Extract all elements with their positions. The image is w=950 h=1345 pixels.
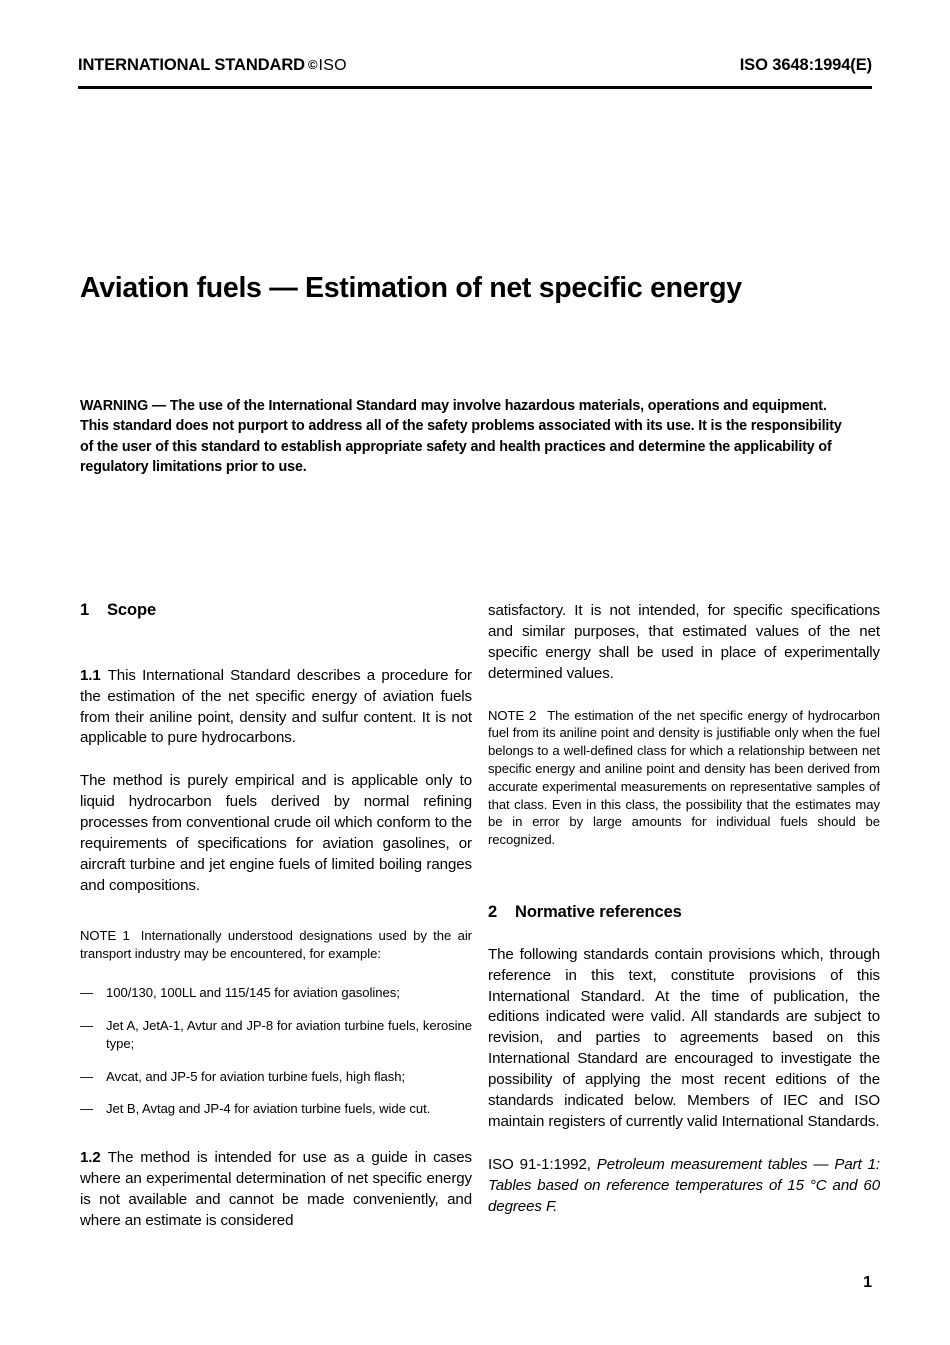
paragraph-continuation: satisfactory. It is not intended, for specific specifications and similar purposes, that estimated values of the net specific energy shall be used in place of experimentally determined values. xyxy=(488,602,880,682)
header-standard-text: INTERNATIONAL STANDARD xyxy=(78,56,305,74)
section-number: 2 xyxy=(488,902,498,921)
note-1-text: Internationally understood designations used by the air transport industry may be encountered, for example: xyxy=(80,927,472,961)
left-column xyxy=(80,601,472,1232)
list-item-text: 100/130, 100LL and 115/145 for aviation gasolines; xyxy=(106,985,400,1001)
header-standard-label xyxy=(78,56,347,75)
reference-title: Petroleum measurement tables — Part 1: Tables based on reference temperatures of 15 °C and 60 degrees F. xyxy=(488,1155,880,1215)
page-number: 1 xyxy=(863,1274,872,1291)
note-2-text: The estimation of the net specific energy of hydrocarbon fuel from its aniline point and density is justifiable only when the fuel belongs to a well-defined class for which a relationship between net specific energy and aniline point and density has been derived from accurate experimental measurements on representative samples of that class. Even in this class, the possibility that the estimates may be in error by large amounts for individual fuels should be recognized. xyxy=(488,707,880,848)
list-item xyxy=(80,1100,472,1118)
list-item-text: Jet B, Avtag and JP-4 for aviation turbine fuels, wide cut. xyxy=(106,1101,431,1117)
clause-1-2 xyxy=(80,1148,472,1232)
note-1-label: NOTE 1 xyxy=(80,927,130,943)
copyright-icon: © xyxy=(307,57,318,72)
clause-1-1-label: 1.1 xyxy=(80,666,101,684)
section-title: Normative references xyxy=(515,902,682,921)
header-divider xyxy=(78,86,872,89)
note-2 xyxy=(488,707,880,849)
section-heading-scope xyxy=(80,601,472,621)
note-1 xyxy=(80,927,472,963)
list-item xyxy=(80,984,472,1002)
dash-bullet-icon: — xyxy=(80,985,94,1001)
header-organization: ISO xyxy=(318,57,347,74)
section-heading-normative-references xyxy=(488,903,880,923)
section-number: 1 xyxy=(80,601,90,619)
list-item xyxy=(80,1017,472,1053)
list-item-text: Jet A, JetA-1, Avtur and JP-8 for aviation turbine fuels, kerosine type; xyxy=(106,1018,472,1051)
clause-1-1 xyxy=(80,666,472,750)
clause-1-2-label: 1.2 xyxy=(80,1149,101,1167)
paragraph-method: The method is purely empirical and is applicable only to liquid hydrocarbon fuels derived by normal refining processes from conventional crude oil which conform to the requirements of specifications for aviation gasolines, or aircraft turbine and jet engine fuels of limited boiling ranges and compositions. xyxy=(80,772,472,894)
warning-notice: WARNING — The use of the International Standard may involve hazardous materials, operations and equipment. This standard does not purport to address all of the safety problems associated with its use. It is the responsibility of the user of this standard to establish appropriate safety and health practices and determine the applicability of regulatory limitations prior to use. xyxy=(80,398,842,475)
running-header xyxy=(78,56,872,75)
dash-bullet-icon: — xyxy=(80,1018,94,1034)
clause-1-1-text: This International Standard describes a procedure for the estimation of the net specific energy of aviation fuels from their aniline point, density and sulfur content. It is not applicable to pure hydrocarbons. xyxy=(80,666,472,747)
page-title: Aviation fuels — Estimation of net specific energy xyxy=(80,272,742,304)
list-item xyxy=(80,1068,472,1086)
clause-1-2-text: The method is intended for use as a guide in cases where an experimental determination of net specific energy is not available and cannot be made conveniently, and where an estimate is considered xyxy=(80,1149,472,1229)
paragraph-normative-references: The following standards contain provisions which, through reference in this text, constitute provisions of this International Standard. At the time of publication, the editions indicated were valid. All standards are subject to revision, and parties to agreements based on this International Standard are encouraged to investigate the possibility of applying the most recent editions of the standards indicated below. Members of IEC and ISO maintain registers of currently valid International Standards. xyxy=(488,945,880,1130)
list-item-text: Avcat, and JP-5 for aviation turbine fuels, high flash; xyxy=(106,1068,406,1084)
dash-bullet-icon: — xyxy=(80,1068,94,1084)
section-title: Scope xyxy=(107,601,157,619)
dash-bullet-icon: — xyxy=(80,1101,94,1117)
header-reference: ISO 3648:1994(E) xyxy=(739,56,872,74)
reference-iso-91-1 xyxy=(488,1155,880,1218)
note-1-list xyxy=(80,984,472,1118)
note-2-label: NOTE 2 xyxy=(488,707,537,723)
reference-designation: ISO 91-1:1992, xyxy=(488,1155,597,1173)
right-column xyxy=(488,601,880,1217)
